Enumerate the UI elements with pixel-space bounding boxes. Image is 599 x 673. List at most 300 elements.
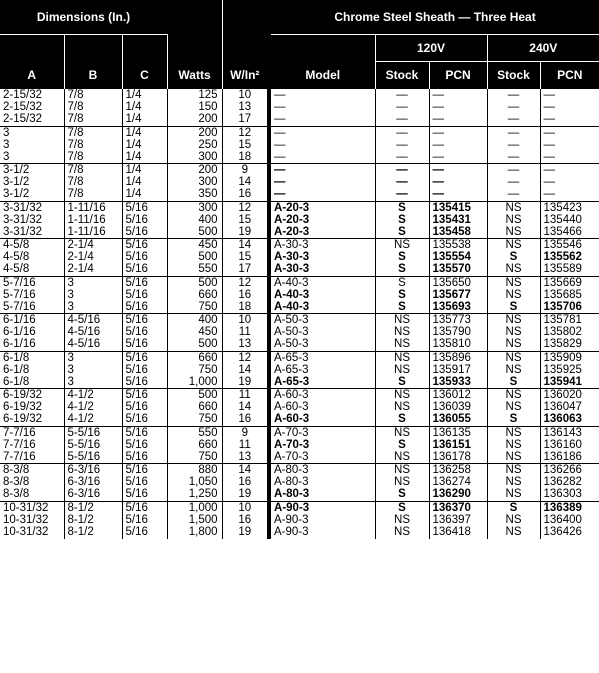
- cell-stock-120: S: [375, 214, 429, 226]
- table-row: [0, 301, 599, 314]
- cell-a: 6-19/32: [3, 401, 43, 413]
- cell-a: 7-7/16: [3, 450, 36, 463]
- cell-watts: 500: [167, 251, 222, 263]
- table-row: [0, 326, 599, 338]
- cell-c: 5/16: [122, 326, 167, 338]
- table-row: [0, 89, 599, 101]
- cell-watts: 1,500: [167, 514, 222, 526]
- cell-model: —: [274, 138, 286, 151]
- v240-header: 240V: [487, 34, 599, 61]
- cell-pcn-120: —: [429, 89, 487, 101]
- cell-pcn-240: 135706: [540, 301, 599, 314]
- table-row: [0, 413, 599, 426]
- cell-b: 4-5/16: [64, 326, 122, 338]
- cell-a: 6-1/8: [3, 375, 30, 388]
- cell-b: 7/8: [64, 188, 122, 201]
- cell-pcn-120: —: [429, 113, 487, 126]
- cell-pcn-240: 136160: [540, 439, 599, 451]
- cell-c: 5/16: [122, 514, 167, 526]
- cell-a: 10-31/32: [0, 501, 64, 514]
- a-header-spacer: [0, 34, 64, 61]
- cell-a: 10-31/32: [3, 525, 49, 538]
- cell-b: 3: [64, 301, 122, 314]
- cell-watts: 300: [167, 151, 222, 164]
- cell-pcn-240: 135562: [540, 251, 599, 263]
- table-row: [0, 451, 599, 464]
- wsq-header-spacer: [222, 0, 267, 34]
- table-row: [0, 426, 599, 439]
- cell-pcn-120: 136397: [429, 514, 487, 526]
- cell-stock-120: NS: [375, 464, 429, 477]
- cell-a: 10-31/32: [3, 513, 49, 526]
- cell-model: A-60-3: [271, 389, 375, 402]
- cell-stock-240: NS: [487, 526, 540, 539]
- cell-watts: 660: [167, 439, 222, 451]
- cell-watts: 500: [167, 389, 222, 402]
- col-a-header: A: [0, 61, 64, 89]
- cell-pcn-240: 135466: [540, 226, 599, 239]
- table-row: [0, 188, 599, 201]
- cell-model: A-70-3: [274, 438, 310, 451]
- table-row: [0, 251, 599, 263]
- cell-pcn-120: —: [429, 101, 487, 113]
- cell-b: 2-1/4: [64, 251, 122, 263]
- cell-b: 7/8: [64, 139, 122, 151]
- cell-stock-120: NS: [375, 364, 429, 376]
- cell-wsq: 12: [222, 126, 267, 139]
- cell-pcn-240: 135440: [540, 214, 599, 226]
- cell-pcn-120: 135917: [429, 364, 487, 376]
- cell-model: —: [271, 164, 375, 177]
- cell-model: A-90-3: [274, 525, 309, 538]
- table-row: [0, 314, 599, 327]
- cell-wsq: 15: [222, 251, 267, 263]
- cell-stock-240: S: [487, 413, 540, 426]
- table-row: [0, 226, 599, 239]
- table-row: [0, 464, 599, 477]
- cell-pcn-240: 136282: [540, 476, 599, 488]
- cell-model: —: [274, 89, 286, 101]
- cell-stock-120: —: [375, 126, 429, 139]
- cell-c: 5/16: [122, 451, 167, 464]
- cell-wsq: 14: [222, 239, 267, 252]
- table-row: [0, 214, 599, 226]
- cell-pcn-240: 135546: [540, 239, 599, 252]
- cell-a: 4-5/8: [3, 251, 30, 263]
- cell-stock-240: NS: [487, 488, 540, 501]
- cell-wsq: 19: [222, 526, 267, 539]
- cell-wsq: 11: [222, 326, 267, 338]
- cell-stock-120: NS: [375, 426, 429, 439]
- cell-model: —: [274, 188, 286, 200]
- cell-model: A-50-3: [271, 314, 375, 327]
- cell-pcn-120: 136178: [429, 451, 487, 464]
- cell-wsq: 16: [222, 188, 267, 201]
- cell-wsq: 17: [222, 113, 267, 126]
- cell-watts: 750: [167, 364, 222, 376]
- cell-stock-240: —: [487, 176, 540, 188]
- cell-stock-120: —: [375, 188, 429, 201]
- cell-model: A-70-3: [274, 450, 309, 463]
- col-model-header: Model: [271, 61, 375, 89]
- wsq-header-spacer2: [222, 34, 267, 61]
- cell-watts: 400: [167, 314, 222, 327]
- b-header-spacer: [64, 34, 122, 61]
- cell-c: 1/4: [122, 89, 167, 101]
- cell-model: A-90-3: [274, 513, 309, 526]
- cell-wsq: 12: [222, 276, 267, 289]
- cell-model: A-20-3: [271, 201, 375, 214]
- cell-b: 1-11/16: [64, 201, 122, 214]
- cell-watts: 500: [167, 276, 222, 289]
- cell-b: 7/8: [64, 89, 122, 101]
- cell-wsq: 14: [222, 464, 267, 477]
- dimensions-header: Dimensions (In.): [0, 0, 167, 34]
- cell-model: A-65-3: [274, 375, 310, 388]
- cell-stock-240: S: [487, 376, 540, 389]
- cell-stock-120: NS: [375, 526, 429, 539]
- cell-pcn-240: 136400: [540, 514, 599, 526]
- cell-stock-240: NS: [487, 389, 540, 402]
- cell-stock-120: NS: [375, 389, 429, 402]
- table-row: [0, 289, 599, 301]
- cell-pcn-240: 136389: [540, 501, 599, 514]
- cell-stock-120: NS: [375, 326, 429, 338]
- cell-stock-120: —: [375, 151, 429, 164]
- cell-b: 3: [64, 364, 122, 376]
- cell-stock-120: —: [375, 89, 429, 101]
- cell-watts: 1,800: [167, 526, 222, 539]
- cell-c: 1/4: [122, 126, 167, 139]
- cell-stock-240: —: [487, 126, 540, 139]
- cell-stock-120: NS: [375, 351, 429, 364]
- col-watts-header: Watts: [167, 61, 222, 89]
- cell-pcn-240: —: [540, 89, 599, 101]
- cell-pcn-120: 136258: [429, 464, 487, 477]
- cell-watts: 400: [167, 214, 222, 226]
- cell-a: 6-1/16: [3, 326, 36, 338]
- watts-header-spacer: [167, 0, 222, 34]
- cell-stock-240: —: [487, 89, 540, 101]
- col-stock2-header: Stock: [487, 61, 540, 89]
- cell-pcn-120: 136135: [429, 426, 487, 439]
- cell-stock-240: NS: [487, 289, 540, 301]
- table-row: [0, 201, 599, 214]
- cell-model: A-40-3: [274, 300, 310, 313]
- cell-stock-120: NS: [375, 514, 429, 526]
- cell-watts: 450: [167, 239, 222, 252]
- cell-pcn-240: 136186: [540, 451, 599, 464]
- cell-stock-120: S: [375, 488, 429, 501]
- col-pcn2-header: PCN: [540, 61, 599, 89]
- cell-wsq: 9: [222, 426, 267, 439]
- cell-watts: 200: [167, 113, 222, 126]
- cell-model: A-80-3: [274, 476, 309, 488]
- cell-stock-240: NS: [487, 214, 540, 226]
- cell-pcn-240: —: [540, 126, 599, 139]
- cell-model: A-60-3: [274, 401, 309, 413]
- cell-a: 3: [0, 126, 64, 139]
- cell-stock-240: —: [487, 188, 540, 201]
- cell-pcn-240: 136063: [540, 413, 599, 426]
- cell-b: 4-5/16: [64, 314, 122, 327]
- cell-watts: 300: [167, 201, 222, 214]
- cell-pcn-120: 135458: [429, 226, 487, 239]
- cell-pcn-120: 135650: [429, 276, 487, 289]
- cell-b: 7/8: [64, 151, 122, 164]
- cell-pcn-120: 135896: [429, 351, 487, 364]
- cell-pcn-120: 135554: [429, 251, 487, 263]
- cell-wsq: 19: [222, 488, 267, 501]
- cell-stock-240: —: [487, 113, 540, 126]
- cell-a: 6-19/32: [0, 389, 64, 402]
- cell-watts: 750: [167, 301, 222, 314]
- cell-b: 3: [64, 276, 122, 289]
- cell-stock-240: S: [487, 301, 540, 314]
- cell-c: 5/16: [122, 413, 167, 426]
- cell-b: 6-3/16: [64, 476, 122, 488]
- cell-b: 6-3/16: [64, 488, 122, 501]
- cell-stock-120: —: [375, 176, 429, 188]
- cell-c: 5/16: [122, 276, 167, 289]
- cell-model: A-20-3: [274, 225, 310, 238]
- cell-a: 5-7/16: [3, 288, 36, 301]
- cell-model: A-50-3: [274, 326, 309, 338]
- cell-stock-120: NS: [375, 239, 429, 252]
- cell-model: A-40-3: [271, 276, 375, 289]
- cell-model: A-60-3: [274, 413, 310, 425]
- cell-b: 3: [64, 376, 122, 389]
- cell-c: 5/16: [122, 464, 167, 477]
- cell-pcn-240: 136303: [540, 488, 599, 501]
- table-row: [0, 276, 599, 289]
- cell-c: 5/16: [122, 401, 167, 413]
- cell-b: 8-1/2: [64, 501, 122, 514]
- cell-c: 5/16: [122, 314, 167, 327]
- table-row: [0, 113, 599, 126]
- cell-pcn-120: 135415: [429, 201, 487, 214]
- cell-a: 3-1/2: [0, 164, 64, 177]
- table-row: [0, 239, 599, 252]
- cell-a: 8-3/8: [3, 476, 30, 488]
- sheath-header: Chrome Steel Sheath — Three Heat: [271, 0, 599, 34]
- cell-a: 3: [3, 138, 10, 151]
- cell-a: 6-1/8: [0, 351, 64, 364]
- cell-watts: 150: [167, 101, 222, 113]
- cell-stock-240: —: [487, 139, 540, 151]
- cell-c: 5/16: [122, 338, 167, 351]
- cell-c: 1/4: [122, 151, 167, 164]
- cell-stock-240: NS: [487, 326, 540, 338]
- cell-pcn-120: 136151: [429, 439, 487, 451]
- cell-pcn-240: —: [540, 101, 599, 113]
- cell-b: 7/8: [64, 164, 122, 177]
- cell-c: 5/16: [122, 476, 167, 488]
- cell-stock-120: S: [375, 289, 429, 301]
- cell-watts: 500: [167, 226, 222, 239]
- cell-stock-120: S: [375, 201, 429, 214]
- cell-wsq: 10: [222, 89, 267, 101]
- cell-pcn-240: 135669: [540, 276, 599, 289]
- cell-b: 2-1/4: [64, 239, 122, 252]
- table-row: [0, 139, 599, 151]
- cell-wsq: 19: [222, 226, 267, 239]
- cell-model: —: [274, 113, 286, 125]
- cell-c: 5/16: [122, 201, 167, 214]
- cell-model: A-30-3: [274, 251, 310, 263]
- cell-pcn-120: —: [429, 176, 487, 188]
- cell-a: 5-7/16: [3, 300, 36, 313]
- cell-b: 1-11/16: [64, 214, 122, 226]
- cell-a: 8-3/8: [3, 488, 30, 500]
- cell-model: A-50-3: [274, 338, 309, 350]
- cell-watts: 750: [167, 451, 222, 464]
- cell-c: 5/16: [122, 488, 167, 501]
- cell-stock-240: S: [487, 501, 540, 514]
- cell-pcn-120: —: [429, 126, 487, 139]
- cell-stock-240: NS: [487, 226, 540, 239]
- table-row: [0, 401, 599, 413]
- cell-stock-240: NS: [487, 201, 540, 214]
- cell-stock-240: NS: [487, 338, 540, 351]
- cell-stock-120: —: [375, 113, 429, 126]
- cell-model: A-65-3: [274, 363, 309, 376]
- cell-a: 6-1/16: [0, 314, 64, 327]
- cell-pcn-120: 135693: [429, 301, 487, 314]
- table-row: [0, 476, 599, 488]
- cell-b: 4-1/2: [64, 413, 122, 426]
- cell-wsq: 14: [222, 401, 267, 413]
- cell-stock-240: NS: [487, 464, 540, 477]
- cell-pcn-120: 136012: [429, 389, 487, 402]
- cell-wsq: 11: [222, 439, 267, 451]
- col-b-header: B: [64, 61, 122, 89]
- cell-stock-240: NS: [487, 263, 540, 276]
- table-row: [0, 263, 599, 276]
- cell-pcn-240: 135802: [540, 326, 599, 338]
- cell-a: 6-19/32: [3, 413, 43, 425]
- cell-c: 1/4: [122, 139, 167, 151]
- v120-header: 120V: [375, 34, 487, 61]
- watts-header-spacer2: [167, 34, 222, 61]
- cell-model: —: [271, 126, 375, 139]
- col-c-header: C: [122, 61, 167, 89]
- cell-c: 5/16: [122, 376, 167, 389]
- cell-pcn-240: 135941: [540, 376, 599, 389]
- cell-stock-240: NS: [487, 451, 540, 464]
- cell-b: 7/8: [64, 113, 122, 126]
- cell-b: 5-5/16: [64, 451, 122, 464]
- cell-wsq: 18: [222, 151, 267, 164]
- cell-a: 6-1/8: [3, 363, 30, 376]
- cell-b: 1-11/16: [64, 226, 122, 239]
- cell-watts: 750: [167, 413, 222, 426]
- cell-stock-240: —: [487, 164, 540, 177]
- cell-stock-120: S: [375, 301, 429, 314]
- cell-c: 5/16: [122, 426, 167, 439]
- table-row: [0, 351, 599, 364]
- table-row: [0, 338, 599, 351]
- cell-pcn-240: 135685: [540, 289, 599, 301]
- cell-stock-240: NS: [487, 476, 540, 488]
- cell-c: 5/16: [122, 301, 167, 314]
- cell-a: 7-7/16: [0, 426, 64, 439]
- cell-c: 5/16: [122, 214, 167, 226]
- cell-stock-120: —: [375, 101, 429, 113]
- cell-model: A-40-3: [274, 288, 310, 301]
- cell-b: 3: [64, 289, 122, 301]
- cell-c: 5/16: [122, 251, 167, 263]
- cell-wsq: 16: [222, 514, 267, 526]
- cell-model: A-30-3: [271, 239, 375, 252]
- table-row: [0, 488, 599, 501]
- cell-model: A-65-3: [271, 351, 375, 364]
- cell-stock-120: S: [375, 439, 429, 451]
- cell-stock-240: NS: [487, 351, 540, 364]
- cell-pcn-240: 135829: [540, 338, 599, 351]
- cell-pcn-120: 135790: [429, 326, 487, 338]
- cell-pcn-240: —: [540, 176, 599, 188]
- cell-b: 4-1/2: [64, 401, 122, 413]
- cell-watts: 200: [167, 126, 222, 139]
- cell-wsq: 17: [222, 263, 267, 276]
- cell-c: 1/4: [122, 176, 167, 188]
- cell-a: 3-1/2: [3, 176, 30, 188]
- cell-pcn-240: —: [540, 188, 599, 201]
- cell-pcn-240: 135589: [540, 263, 599, 276]
- table-row: [0, 439, 599, 451]
- cell-stock-120: S: [375, 501, 429, 514]
- cell-a: 2-15/32: [3, 101, 43, 113]
- cell-c: 1/4: [122, 188, 167, 201]
- cell-wsq: 12: [222, 201, 267, 214]
- cell-watts: 660: [167, 401, 222, 413]
- cell-watts: 125: [167, 89, 222, 101]
- cell-pcn-240: 135781: [540, 314, 599, 327]
- cell-c: 5/16: [122, 526, 167, 539]
- cell-pcn-120: —: [429, 151, 487, 164]
- cell-stock-120: S: [375, 376, 429, 389]
- cell-pcn-120: —: [429, 188, 487, 201]
- cell-c: 5/16: [122, 289, 167, 301]
- cell-watts: 450: [167, 326, 222, 338]
- cell-a: 8-3/8: [0, 464, 64, 477]
- cell-watts: 1,000: [167, 376, 222, 389]
- cell-c: 5/16: [122, 226, 167, 239]
- cell-wsq: 18: [222, 301, 267, 314]
- cell-stock-240: —: [487, 151, 540, 164]
- cell-stock-120: —: [375, 139, 429, 151]
- cell-stock-120: NS: [375, 451, 429, 464]
- cell-stock-240: NS: [487, 426, 540, 439]
- cell-stock-240: —: [487, 101, 540, 113]
- cell-a: 3-31/32: [3, 213, 43, 226]
- cell-a: 5-7/16: [0, 276, 64, 289]
- cell-model: A-80-3: [274, 488, 310, 500]
- cell-wsq: 10: [222, 314, 267, 327]
- cell-watts: 300: [167, 176, 222, 188]
- cell-wsq: 16: [222, 289, 267, 301]
- cell-watts: 550: [167, 426, 222, 439]
- cell-watts: 350: [167, 188, 222, 201]
- cell-watts: 660: [167, 289, 222, 301]
- cell-b: 4-5/16: [64, 338, 122, 351]
- cell-model: A-70-3: [271, 426, 375, 439]
- cell-stock-120: NS: [375, 338, 429, 351]
- cell-model: A-30-3: [274, 263, 310, 275]
- cell-pcn-120: 135431: [429, 214, 487, 226]
- table-row: [0, 176, 599, 188]
